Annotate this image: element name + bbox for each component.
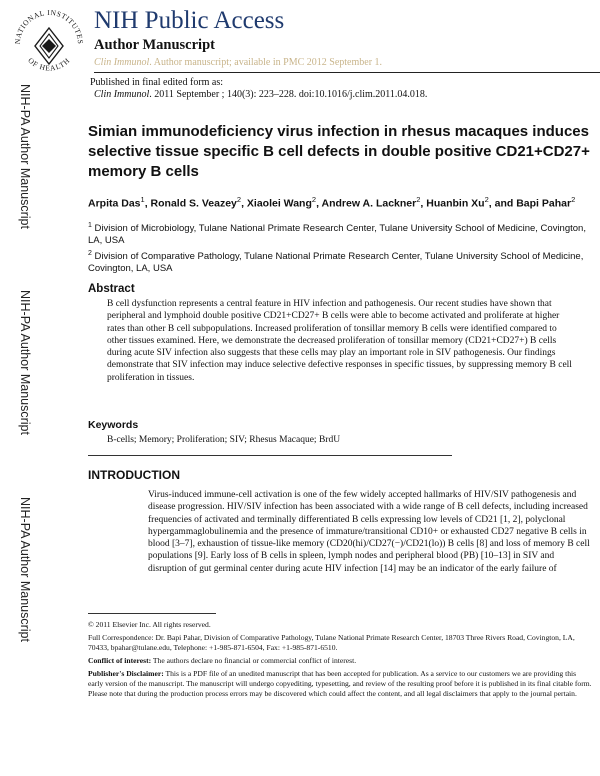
- sidebar-label-top: NIH-PA Author Manuscript: [18, 84, 32, 229]
- sidebar-label-bottom: NIH-PA Author Manuscript: [18, 497, 32, 642]
- keywords-list: B-cells; Memory; Proliferation; SIV; Rhesus Macaque; BrdU: [107, 435, 341, 445]
- author-affiliation-mark: 1: [140, 195, 145, 204]
- copyright-notice: © 2011 Elsevier Inc. All rights reserved.: [88, 620, 211, 629]
- article-title: Simian immunodeficiency virus infection in rhesus macaques induces selective tissue specific B cell defects in double positive CD21+CD27+ memory B cells: [88, 123, 590, 180]
- abstract-heading: Abstract: [88, 283, 135, 295]
- header-divider: [94, 72, 600, 73]
- author-name: Bapi Pahar: [516, 197, 572, 210]
- disclaimer-note: [88, 669, 593, 699]
- author-name: Arpita Das: [88, 197, 141, 210]
- author-name: Xiaolei Wang: [246, 197, 312, 210]
- affiliation-number: 2: [88, 250, 92, 257]
- svg-text:NATIONAL INSTITUTES: NATIONAL INSTITUTES: [12, 7, 86, 45]
- conflict-text: The authors declare no financial or commercial conflict of interest.: [151, 656, 357, 665]
- journal-availability: [94, 56, 382, 69]
- journal-name: Clin Immunol: [94, 57, 150, 68]
- affiliation-text: Division of Microbiology, Tulane National Primate Research Center, Tulane University School of Medicine, Covington, LA, USA: [88, 223, 586, 247]
- author-separator: ,: [316, 197, 322, 210]
- affiliation-number: 1: [88, 222, 92, 229]
- citation-journal: Clin Immunol: [94, 89, 150, 100]
- author-name: Andrew A. Lackner: [321, 197, 417, 210]
- conflict-label: Conflict of interest:: [88, 656, 152, 665]
- affiliation-text: Division of Comparative Pathology, Tulane National Primate Research Center, Tulane University School of Medicine, Covington, LA, USA: [88, 251, 584, 275]
- footnotes: [88, 620, 593, 702]
- author-affiliation-mark: 2: [416, 195, 421, 204]
- author-affiliation-mark: 2: [484, 195, 489, 204]
- availability-text: . Author manuscript; available in PMC 2012 September 1.: [149, 57, 383, 68]
- correspondence-note: Full Correspondence: Dr. Bapi Pahar, Division of Comparative Pathology, Tulane National Primate Research Center, 18703 Three Rivers Road, Covington, LA, 70433, bpahar@tulane.edu, Telephone: +1-985-871-6504, Fax: +1-985-871-6510.: [88, 633, 575, 652]
- author-name: Ronald S. Veazey: [150, 197, 237, 210]
- nih-seal-logo: [10, 6, 88, 74]
- author-separator: , and: [488, 197, 517, 210]
- disclaimer-label: Publisher's Disclaimer:: [88, 669, 164, 678]
- introduction-body: Virus-induced immune-cell activation is one of the few widely accepted hallmarks of HIV/SIV pathogenesis and disease progression. HIV/SIV infection has been associated with a wide range of B cell defects, including increased frequencies of activated and terminally differentiated B cells expressing low levels of CD21 [1, 2], polyclonal hypergammaglobulinemia and the presence of immature/transitional CD10+ or exhausted CD27 negative B cells in blood [3–7], exhaustion of tissue-like memory (CD20(hi)/CD27(−)/CD21(lo)) B cells [8] and loss of memory B cell populations [9]. Early loss of B cells in spleen, lymph nodes and peripheral blood (PB) [10–13] in SIV and disruption of gut germinal center during acute HIV infection [14] may be an indicator of the early failure of: [148, 490, 590, 574]
- publication-info: [90, 77, 427, 101]
- nih-public-access-title: NIH Public Access: [94, 7, 285, 34]
- author-name: Huanbin Xu: [426, 197, 485, 210]
- keywords-heading: Keywords: [88, 419, 139, 431]
- affiliation-1: [88, 220, 593, 247]
- published-in-label: Published in final edited form as:: [90, 77, 224, 88]
- introduction-heading: INTRODUCTION: [88, 468, 180, 482]
- svg-text:OF HEALTH: OF HEALTH: [26, 55, 72, 73]
- citation-line: [90, 89, 427, 101]
- author-separator: ,: [420, 197, 427, 210]
- author-manuscript-label: Author Manuscript: [94, 37, 215, 53]
- disclaimer-text: This is a PDF file of an unedited manuscript that has been accepted for publication. As a service to our customers we are providing this early version of the manuscript. The manuscript will undergo copyediting, typesetting, and review of the resulting proof before it is published in its final citable form. Please note that during the production process errors may be discovered which could affect the content, and all legal disclaimers that apply to the journal pertain.: [88, 669, 592, 698]
- abstract-body: B cell dysfunction represents a central feature in HIV infection and pathogenesis. Our recent studies have shown that peripheral and lymphoid double positive CD21+CD27+ B cells were able to become activated and proliferate at higher rates than other B cell subpopulations. Increased proliferation of tonsillar memory B cells were identified compared to other tissues examined. Here, we demonstrate the decreased proliferation of tonsillar memory (CD21+CD27+) B cells during acute SIV infection also suggests that these cells may play an important role in SIV pathogenesis. Our findings demonstrate that SIV infection may induce selective defective responses in specific tissues, by suppressing memory B cell proliferation in tissues.: [107, 299, 572, 383]
- conflict-note: [88, 656, 593, 666]
- author-affiliation-mark: 2: [236, 195, 242, 204]
- author-separator: ,: [241, 197, 247, 210]
- nih-header: [10, 6, 590, 74]
- author-affiliation-mark: 2: [311, 195, 317, 204]
- author-list: [88, 193, 593, 211]
- footnote-divider: [88, 613, 216, 614]
- citation-details: . 2011 September ; 140(3): 223–228. doi:10.1016/j.clim.2011.04.018.: [149, 89, 428, 100]
- author-affiliation-mark: 2: [571, 195, 576, 204]
- keywords-divider: [88, 455, 452, 456]
- author-separator: ,: [144, 197, 151, 210]
- affiliation-2: [88, 248, 593, 275]
- sidebar-label-middle: NIH-PA Author Manuscript: [18, 290, 32, 435]
